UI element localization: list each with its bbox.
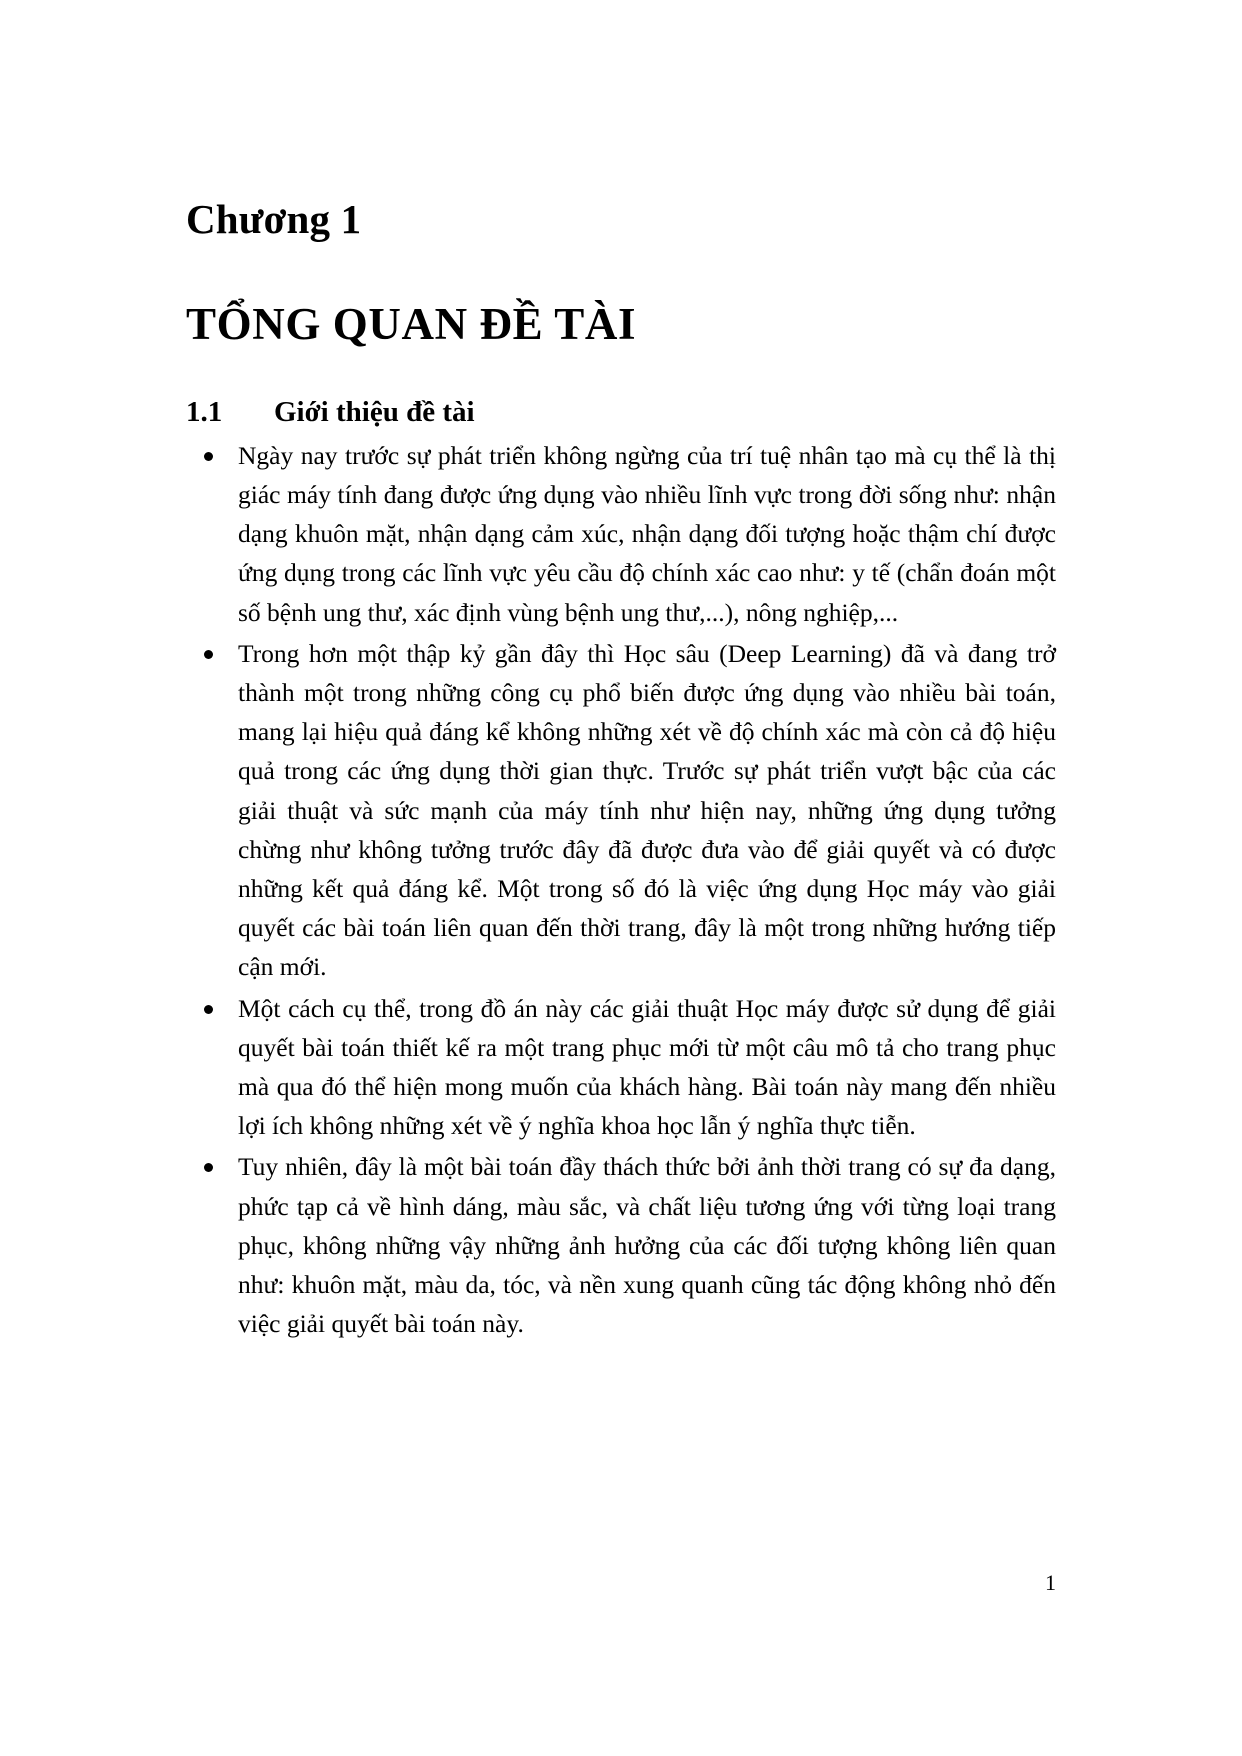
page-number: 1 [1045, 1570, 1056, 1595]
chapter-title: TỔNG QUAN ĐỀ TÀI [186, 299, 637, 350]
chapter-label: Chương 1 [186, 196, 362, 242]
section-title: Giới thiệu đề tài [274, 395, 475, 428]
list-item: Trong hơn một thập kỷ gần đây thì Học sâu (Deep Learning) đã và đang trở thành một trong những công cụ phổ biến được ứng dụng vào nhiều bài toán, mang lại hiệu quả đáng kể không những xét về độ chính xác mà còn cả độ hiệu quả trong các ứng dụng thời gian thực. Trước sự phát triển vượt bậc của các giải thuật và sức mạnh của máy tính như hiện nay, những ứng dụng tưởng chừng như không tưởng trước đây đã được đưa vào để giải quyết và có được những kết quả đáng kể. Một trong số đó là việc ứng dụng Học máy vào giải quyết các bài toán liên quan đến thời trang, đây là một trong những hướng tiếp cận mới. [186, 634, 1056, 987]
list-item: Tuy nhiên, đây là một bài toán đầy thách thức bởi ảnh thời trang có sự đa dạng, phức tạp cả về hình dáng, màu sắc, và chất liệu tương ứng với từng loại trang phục, không những vậy những ảnh hưởng của các đối tượng không liên quan như: khuôn mặt, màu da, tóc, và nền xung quanh cũng tác động không nhỏ đến việc giải quyết bài toán này. [186, 1147, 1056, 1343]
bullet-list [186, 436, 1056, 1344]
list-item: Một cách cụ thể, trong đồ án này các giải thuật Học máy được sử dụng để giải quyết bài toán thiết kế ra một trang phục mới từ một câu mô tả cho trang phục mà qua đó thể hiện mong muốn của khách hàng. Bài toán này mang đến nhiều lợi ích không những xét về ý nghĩa khoa học lẫn ý nghĩa thực tiễn. [186, 989, 1056, 1146]
list-item: Ngày nay trước sự phát triển không ngừng của trí tuệ nhân tạo mà cụ thể là thị giác máy tính đang được ứng dụng vào nhiều lĩnh vực trong đời sống như: nhận dạng khuôn mặt, nhận dạng cảm xúc, nhận dạng đối tượng hoặc thậm chí được ứng dụng trong các lĩnh vực yêu cầu độ chính xác cao như: y tế (chẩn đoán một số bệnh ung thư, xác định vùng bệnh ung thư,...), nông nghiệp,... [186, 436, 1056, 632]
section-number: 1.1 [186, 395, 223, 428]
section-heading [186, 395, 1056, 430]
